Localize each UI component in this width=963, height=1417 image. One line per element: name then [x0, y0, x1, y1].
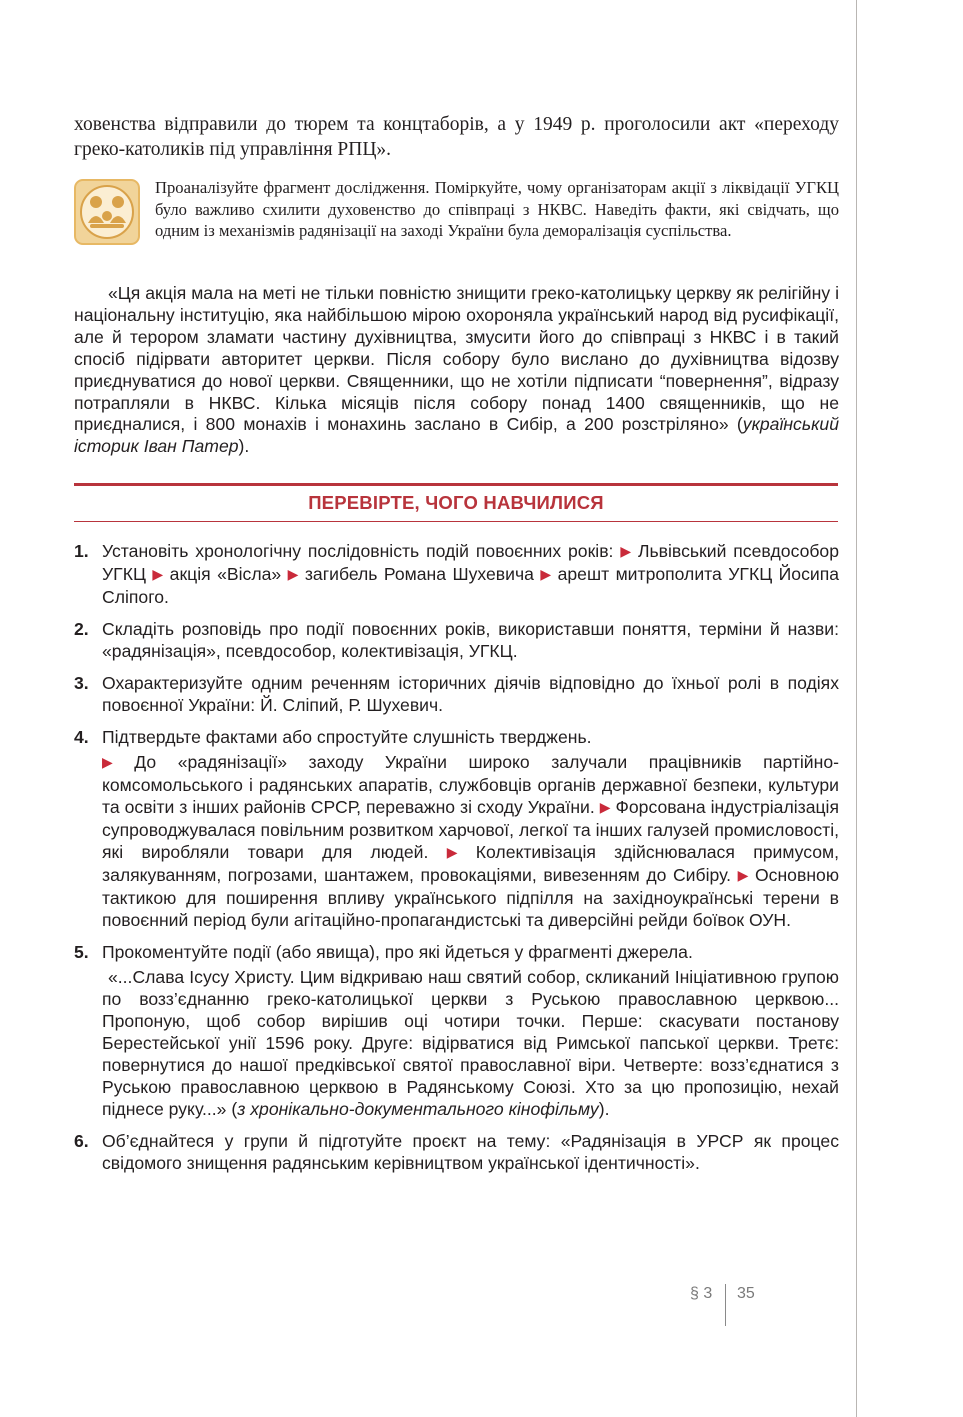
quote-close: ).: [238, 436, 250, 457]
sequence-item: арешт митрополита УГКЦ Йосипа Сліпого.: [102, 564, 840, 607]
question-2: [74, 618, 839, 662]
question-text: Об’єднайтеся у групи й підготуйте проєкт на тему: «Радянізація в УРСР як процес свідомого знищення радянським керівництвом української ідентичності».: [102, 1131, 839, 1173]
statement-item: До «радянізації» заходу України широко залучали працівників партійно-комсомольського і радянських апаратів, службовців органів державної безпеки, культури та освіти з інших районів СРСР, переважно зі сходу України.: [102, 752, 839, 817]
question-4: [74, 726, 839, 931]
question-text: Підтвердьте фактами або спростуйте слушність тверджень.: [102, 727, 592, 747]
footer-divider: [725, 1284, 726, 1326]
question-number: 5.: [74, 942, 89, 962]
question-5: [74, 941, 839, 1120]
page-edge-rule: [856, 0, 857, 1417]
quote-text: «Ця акція мала на меті не тільки повністю знищити греко-католицьку церкву як релігійну і національну інституцію, яка найбільшою мірою охороняла український народ від русифікації, але й терором зламати частину духівництва, змусити його до співпраці з НКВС і в такий спосіб підірвати авторитет церкви. Після собору було вислано до духівництва відозву приєднуватися до нової церкви. Священники, що не хотіли підписати “повернення”, відразу потрапляли в НКВС. Кілька місяців після собору понад 1400 священників, що не приєдналися, і 800 монахів і монахинь заслано в Сибір, а 200 розстріляно» (: [74, 283, 839, 435]
question-6: [74, 1130, 839, 1174]
historian-quote: [74, 283, 839, 458]
sequence-item: Львівський псевдособор УГКЦ: [102, 541, 840, 584]
question-3: [74, 672, 839, 716]
question-number: 3.: [74, 673, 89, 693]
footer-section-number: § 3: [690, 1285, 713, 1302]
statement-item: Колективізація здійснювалася примусом, залякуванням, погрозами, шантажем, провокаціями, вивезенням до Сибіру.: [102, 842, 839, 885]
statement-item: Форсована індустріалізація супроводжувалася повільним розвитком харчової, легкої та інших галузей промисловості, які виробляли товари для людей.: [102, 797, 839, 862]
arrow-icon: ▶: [102, 754, 113, 770]
question-number: 1.: [74, 541, 89, 561]
source-close: ).: [598, 1099, 610, 1119]
task-text: Проаналізуйте фрагмент дослідження. Поміркуйте, чому організаторам акції з ліквідації УГКЦ було важливо схилити духовенство до співпраці з НКВС. Наведіть факти, які свідчать, що одним із механізмів радянізації на заході України була деморалізація суспільства.: [155, 178, 839, 240]
intro-paragraph: ховенства відправили до тюрем та концтаборів, а у 1949 р. проголосили акт «переходу греко-католиків під управління РПЦ».: [74, 114, 839, 160]
arrow-icon: ▶: [540, 566, 552, 582]
question-number: 6.: [74, 1131, 89, 1151]
source-attribution: з хронікально-документального кінофільму: [237, 1099, 599, 1119]
sequence-item: загибель Романа Шухевича: [304, 564, 534, 584]
question-number: 2.: [74, 619, 89, 639]
question-text: Складіть розповідь про події повоєнних років, використавши поняття, терміни й назви: «радянізація», псевдособор, колективізація, УГКЦ.: [102, 619, 839, 661]
question-1: [74, 540, 839, 608]
statement-item: Основною тактикою для поширення впливу українського підпілля на західноукраїнські терени в повоєнний період були агітаційно-пропагандистські та диверсійні рейди боївок ОУН.: [102, 865, 840, 930]
arrow-icon: ▶: [737, 867, 749, 883]
section-rule-bottom: [74, 521, 838, 522]
section-title: ПЕРЕВІРТЕ, ЧОГО НАВЧИЛИСЯ: [308, 492, 604, 513]
arrow-icon: ▶: [446, 844, 458, 860]
sequence-item: акція «Вісла»: [169, 564, 282, 584]
section-rule-top: [74, 483, 838, 486]
question-number: 4.: [74, 727, 89, 747]
question-text: Прокоментуйте події (або явища), про які йдеться у фрагменті джерела.: [102, 942, 693, 962]
question-lead: Установіть хронологічну послідовність подій повоєнних років:: [102, 541, 614, 561]
arrow-icon: ▶: [620, 543, 632, 559]
quote-source: український історик Іван Патер: [74, 414, 839, 457]
arrow-icon: ▶: [152, 566, 164, 582]
source-quote: «...Слава Ісусу Христу. Цим відкриваю наш святий собор, скликаний Ініціативною групою по возз’єднанню греко-католицької церкви з Руською православною церквою... Пропоную, щоб собор вирішив оці чотири точки. Перше: скасувати постанову Берестейської унії 1596 року. Друге: відірватися від Римської папської церкви. Третє: повернутися до нашої предківської святої православної віри. Четверте: возз’єднатися з Руською православною церквою в Радянському Союзі. Хто за цю пропозицію, нехай піднесе руку...» (: [102, 967, 839, 1119]
page-number: 35: [737, 1285, 755, 1302]
questions-list: [74, 540, 839, 1184]
arrow-icon: ▶: [599, 799, 611, 815]
arrow-icon: ▶: [287, 566, 299, 582]
group-task-icon: [74, 179, 140, 245]
question-text: Охарактеризуйте одним реченням історичних діячів відповідно до їхньої ролі в подіях повоєнної України: Й. Сліпий, Р. Шухевич.: [102, 673, 839, 715]
